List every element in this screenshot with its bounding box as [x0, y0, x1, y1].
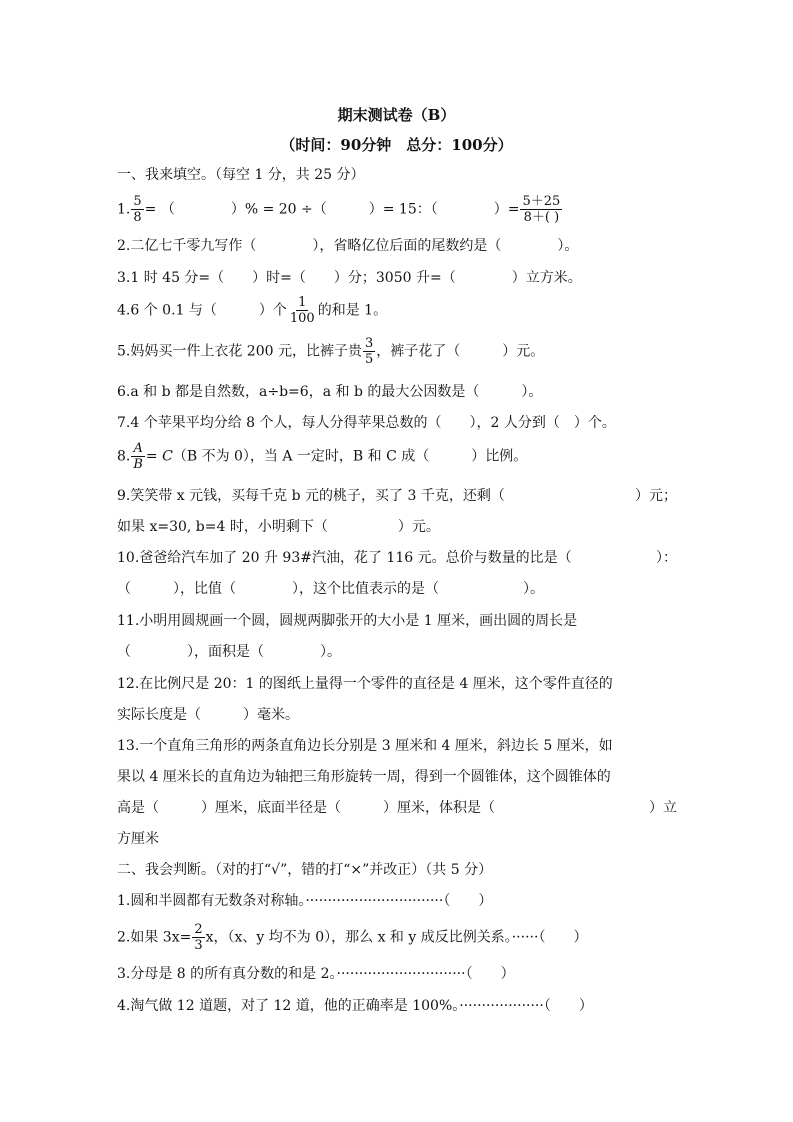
- question-1-5: 5.妈妈买一件上衣花 200 元，比裤子贵 $\frac{3}{5}$ ，裤子花了（ ）元。: [117, 336, 545, 367]
- question-1-13-cont3: 方厘米: [117, 831, 159, 847]
- question-1-8: 8. $\frac{A}{B}$ = C（B 不为 0），当 A 一定时，B 和 C 成（ ）比例。: [117, 441, 528, 472]
- question-1-3: 3.1 时 45 分=（ ）时=（ ）分；3050 升=（ ）立方米。: [117, 270, 582, 286]
- section-2-heading: 二、我会判断。（对的打“√”，错的打“×”并改正）（共 5 分）: [117, 862, 493, 878]
- fraction: $\frac{2}{3}$: [194, 922, 203, 953]
- judge-4: 4.淘气做 12 道题，对了 12 道，他的正确率是 100%。···················（ ）: [117, 998, 593, 1014]
- question-1-9-cont: 如果 x=30, b=4 时，小明剩下（ ）元。: [117, 519, 440, 535]
- fraction: $\frac{A}{B}$: [133, 441, 143, 472]
- question-1-1: 1. $\frac{5}{8}$ = （ ）% = 20 ÷（ ）= 15：（ ）= $\frac{5+25}{8+( )}$: [117, 194, 561, 225]
- question-1-7: 7.4 个苹果平均分给 8 个人，每人分得苹果总数的（ ），2 人分到（ ）个。: [117, 415, 616, 431]
- question-1-13-cont1: 果以 4 厘米长的直角边为轴把三角形旋转一周，得到一个圆锥体，这个圆锥体的: [117, 769, 611, 785]
- question-1-13: 13.一个直角三角形的两条直角边长分别是 3 厘米和 4 厘米，斜边长 5 厘米，如: [117, 738, 613, 754]
- question-1-10: 10.爸爸给汽车加了 20 升 93#汽油，花了 116 元。总价与数量的比是（ ）：: [117, 550, 677, 566]
- question-1-13-cont2: 高是（ ）厘米，底面半径是（ ）厘米，体积是（ ）立: [117, 800, 677, 816]
- question-1-4: 4.6 个 0.1 与（ ）个 $\frac{1}{100}$ 的和是 1。: [117, 295, 388, 326]
- judge-1: 1.圆和半圆都有无数条对称轴。·······························（ ）: [117, 893, 493, 909]
- page-title: 期末测试卷（B）: [337, 106, 456, 124]
- fraction: $\frac{1}{100}$: [289, 295, 315, 326]
- fraction: $\frac{5+25}{8+( )}$: [522, 194, 561, 225]
- question-1-6: 6.a 和 b 都是自然数，a÷b=6，a 和 b 的最大公因数是（ ）。: [117, 384, 543, 400]
- fraction: $\frac{3}{5}$: [364, 336, 374, 367]
- question-1-12: 12.在比例尺是 20：1 的图纸上量得一个零件的直径是 4 厘米，这个零件直径的: [117, 676, 613, 692]
- section-1-heading: 一、我来填空。（每空 1 分，共 25 分）: [117, 167, 365, 183]
- judge-2: 2.如果 3x= $\frac{2}{3}$ x，（x、y 均不为 0），那么 x 和 y 成反比例关系。······（ ）: [117, 922, 588, 953]
- fraction: $\frac{5}{8}$: [133, 194, 142, 225]
- page-subtitle: （时间：90分钟 总分：100分）: [280, 136, 513, 154]
- question-1-2: 2.二亿七千零九写作（ ），省略亿位后面的尾数约是（ ）。: [117, 238, 579, 254]
- question-1-11: 11.小明用圆规画一个圆，圆规两脚张开的大小是 1 厘米，画出圆的周长是: [117, 613, 578, 629]
- question-1-9: 9.笑笑带 x 元钱，买每千克 b 元的桃子，买了 3 千克，还剩（ ）元；: [117, 488, 677, 504]
- question-1-10-cont: （ ），比值（ ），这个比值表示的是（ ）。: [117, 581, 544, 597]
- question-1-12-cont: 实际长度是（ ）毫米。: [117, 707, 299, 723]
- judge-3: 3.分母是 8 的所有真分数的和是 2。·····························（ ）: [117, 966, 515, 982]
- question-1-11-cont: （ ），面积是（ ）。: [117, 644, 341, 660]
